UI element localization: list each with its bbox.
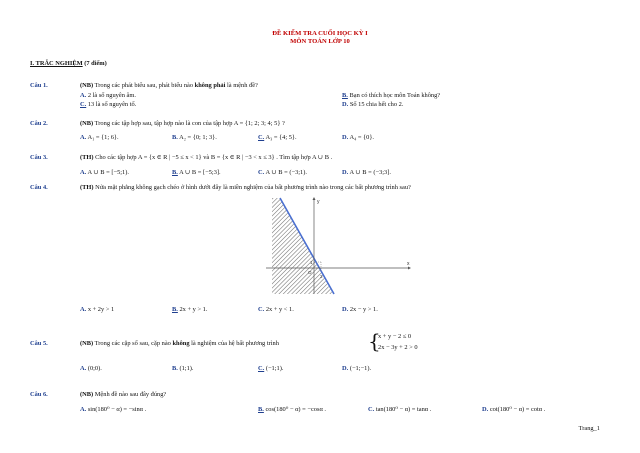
question-text: Nửa mặt phẳng không gạch chéo ở hình dưới đây là miền nghiệm của bất phương trình nào trong các bất phương trình sau? (93, 184, 411, 191)
option-1a[interactable] (80, 92, 136, 100)
option-letter: C. (368, 406, 375, 413)
question-number: Câu 3. (30, 154, 48, 161)
option-4c[interactable] (258, 306, 294, 314)
option-3a[interactable] (80, 169, 129, 177)
option-letter: B. (342, 92, 348, 99)
option-letter: A. (80, 406, 87, 413)
option-letter: D. (342, 134, 349, 141)
question-text: Trong các phát biểu sau, phát biểu nào (93, 82, 195, 89)
option-text: A ∪ B = (−3;3]. (348, 169, 391, 176)
question-text: Mệnh đề nào sau đây đúng? (93, 391, 167, 398)
option-text: (0;0). (86, 365, 102, 372)
question-level: (NB) (80, 120, 94, 127)
page-number: Trang_1 (578, 425, 600, 432)
option-3d[interactable] (342, 169, 391, 177)
question-2 (30, 120, 48, 128)
option-3c[interactable] (258, 169, 307, 177)
hatched-region-fill (272, 198, 332, 294)
option-letter: D. (342, 306, 349, 313)
option-text: A₂ = {0; 1; 3}. (177, 134, 217, 141)
option-1b[interactable] (342, 92, 440, 100)
option-text: Số 15 chia hết cho 2. (348, 101, 404, 108)
section-points: (7 điểm) (82, 60, 107, 67)
option-3b[interactable] (172, 169, 221, 177)
question-number: Câu 2. (30, 120, 48, 127)
question-number: Câu 4. (30, 184, 48, 191)
option-4a[interactable] (80, 306, 114, 314)
option-text: sin(180⁰ − α) = −sinα . (86, 406, 147, 413)
question-text-end: là nghiệm của hệ bất phương trình (189, 340, 279, 347)
option-text: A₃ = {4; 5}. (264, 134, 297, 141)
option-6d[interactable] (482, 406, 545, 414)
system-line-2: 2x − 3y + 2 > 0 (378, 344, 418, 351)
question-level: (TH) (80, 184, 94, 191)
option-letter: A. (80, 169, 87, 176)
option-text: 2x − y > 1. (348, 306, 378, 313)
question-5 (30, 340, 48, 348)
option-2d[interactable] (342, 134, 374, 142)
option-letter: B. (172, 169, 178, 176)
section-heading (30, 60, 107, 68)
option-letter: C. (258, 365, 265, 372)
option-letter: B. (172, 134, 178, 141)
option-1d[interactable] (342, 101, 403, 109)
option-text: A₄ = {0}. (348, 134, 375, 141)
option-letter: B. (258, 406, 264, 413)
option-text: 2x + y > 1. (177, 306, 208, 313)
option-text: A ∪ B = (−3;1). (264, 169, 307, 176)
option-4b[interactable] (172, 306, 207, 314)
option-letter: C. (80, 101, 87, 108)
question-2-text (80, 120, 285, 128)
question-level: (TH) (80, 154, 94, 161)
system-brace: { (368, 329, 381, 353)
question-4 (30, 184, 48, 192)
x-tick-label: 2 (320, 274, 323, 279)
section-label: I. TRẮC NGHIỆM (30, 60, 83, 67)
option-letter: D. (342, 101, 349, 108)
option-text: (1;1). (177, 365, 194, 372)
question-3 (30, 154, 48, 162)
y-axis-label: y (317, 199, 320, 205)
option-text: A ∪ B = [−5;3]. (177, 169, 221, 176)
y-tick-label: 1 (310, 260, 313, 265)
question-6 (30, 391, 48, 399)
option-text: 13 là số nguyên tố. (86, 101, 137, 108)
option-text: (−1;−1). (348, 365, 372, 372)
option-2b[interactable] (172, 134, 217, 142)
question-1-text (80, 82, 258, 90)
option-5b[interactable] (172, 365, 194, 373)
question-4-text (80, 184, 411, 192)
option-letter: D. (342, 365, 349, 372)
question-6-text (80, 391, 166, 399)
option-2c[interactable] (258, 134, 297, 142)
option-text: (−1;1). (264, 365, 284, 372)
question-emphasis: không (172, 340, 190, 347)
x-axis-label: x (407, 261, 410, 267)
system-line-1: x + y − 2 ≤ 0 (378, 333, 412, 340)
option-text: A₁ = {1; 6}. (86, 134, 119, 141)
option-text: tan(180⁰ − α) = tanα . (374, 406, 432, 413)
option-text: x + 2y > 1 (86, 306, 115, 313)
option-letter: B. (172, 306, 178, 313)
question-level: (NB) (80, 391, 94, 398)
question-level: (NB) (80, 340, 94, 347)
option-letter: A. (80, 306, 87, 313)
option-text: A ∪ B = [−5;1). (86, 169, 129, 176)
half-plane-graph (262, 196, 412, 296)
option-letter: D. (342, 169, 349, 176)
option-text: Bạn có thích học môn Toán không? (347, 92, 441, 99)
option-letter: B. (172, 365, 178, 372)
option-letter: D. (482, 406, 489, 413)
question-number: Câu 6. (30, 391, 48, 398)
option-6a[interactable] (80, 406, 146, 414)
exam-title: ĐỀ KIỂM TRA CUỐI HỌC KỲ I (272, 30, 368, 37)
option-text: cos(180⁰ − α) = −cosα . (263, 406, 327, 413)
question-1 (30, 82, 48, 90)
option-text: 2 là số nguyên âm. (86, 92, 136, 99)
y-axis-arrow (313, 197, 316, 200)
option-2a[interactable] (80, 134, 119, 142)
exam-subject: MÔN TOÁN LỚP 10 (290, 38, 350, 45)
question-text: Cho các tập hợp A = {x ∈ R | −5 ≤ x < 1} và B = {x ∈ R | −3 < x ≤ 3} . Tìm tập hợp A ∪ B . (93, 154, 333, 161)
option-text: 2x + y < 1. (264, 306, 294, 313)
question-text: Trong các cặp số sau, cặp nào (93, 340, 173, 347)
option-5a[interactable] (80, 365, 102, 373)
option-4d[interactable] (342, 306, 378, 314)
question-emphasis: không phải (194, 82, 226, 89)
option-letter: A. (80, 92, 87, 99)
option-letter: A. (80, 365, 87, 372)
question-text: Trong các tập hợp sau, tập hợp nào là con của tập hợp A = {1; 2; 3; 4; 5} ? (93, 120, 285, 127)
option-6b[interactable] (258, 406, 326, 414)
option-letter: C. (258, 134, 265, 141)
option-letter: C. (258, 306, 265, 313)
option-5d[interactable] (342, 365, 371, 373)
question-number: Câu 1. (30, 82, 48, 89)
option-1c[interactable] (80, 101, 136, 109)
option-text: cot(180⁰ − α) = cotα . (488, 406, 546, 413)
option-letter: A. (80, 134, 87, 141)
question-text-end: là mệnh đề? (225, 82, 258, 89)
question-number: Câu 5. (30, 340, 48, 347)
option-6c[interactable] (368, 406, 431, 414)
option-5c[interactable] (258, 365, 283, 373)
origin-label: O (308, 270, 312, 275)
question-3-text (80, 154, 332, 162)
option-letter: C. (258, 169, 265, 176)
question-level: (NB) (80, 82, 94, 89)
question-5-text (80, 340, 279, 348)
